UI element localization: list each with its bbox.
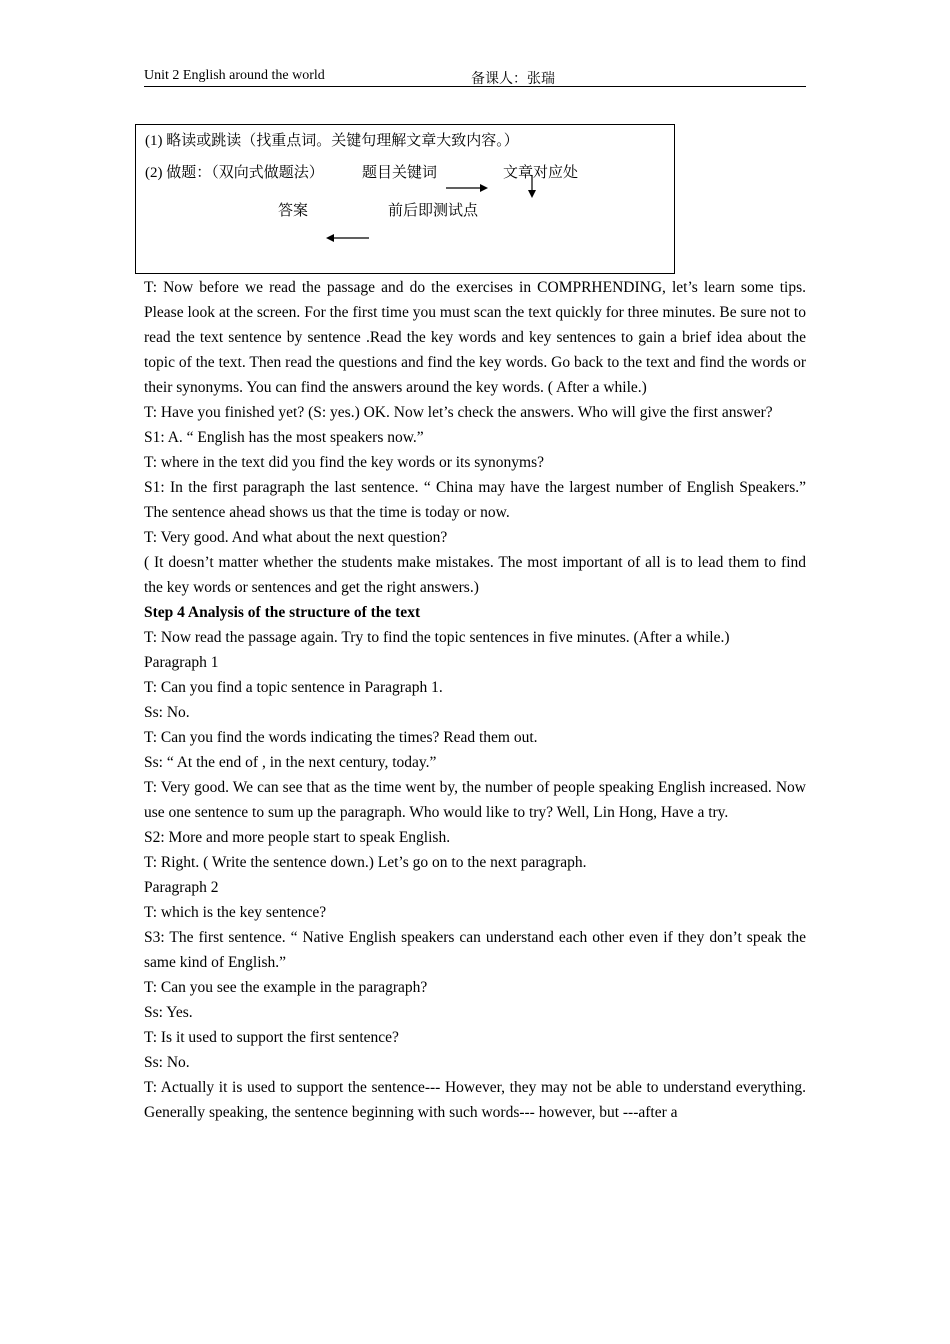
label-question-keywords: 题目关键词 [362,165,438,181]
paragraph: Ss: No. [144,1054,190,1071]
page-header [144,66,806,87]
flow-arrows [136,125,676,275]
paragraph: T: Right. ( Write the sentence down.) Let’s go on to the next paragraph. [144,854,587,871]
paragraph: T: Can you find the words indicating the times? Read them out. [144,729,538,746]
paragraph: T: which is the key sentence? [144,904,327,921]
paragraph: T: Is it used to support the first sentence? [144,1029,399,1046]
paragraph: T: where in the text did you find the key words or its synonyms? [144,454,545,471]
lesson-preparer: 备课人：张瑞 [471,72,555,87]
paragraph-label: Paragraph 2 [144,879,219,896]
tip-two-way-method: (2) 做题：（双向式做题法） [145,165,324,181]
paragraph: S1: A. “ English has the most speakers now.” [144,429,424,446]
paragraph: T: Actually it is used to support the sentence--- However, they may not be able to understand everything. Generally speaking, the sentence beginning with such words--- however, but ---after a [144,1079,806,1121]
paragraph: T: Now before we read the passage and do the exercises in COMPRHENDING, let’s learn some tips. Please look at the screen. For the first time you must scan the text quickly for three minutes. Be sure not to read the text sentence by sentence .Read the key words and key sentences to gain a brief idea about the topic of the text. Then read the questions and find the key words. Go back to the text and find the words or their synonyms. You can find the answers around the key words. ( After a while.) [144,279,806,396]
paragraph: T: Now read the passage again. Try to find the topic sentences in five minutes. (After a while.) [144,629,730,646]
paragraph: ( It doesn’t matter whether the students make mistakes. The most important of all is to lead them to find the key words or sentences and get the right answers.) [144,554,806,596]
label-test-point: 前后即测试点 [388,203,479,219]
paragraph: Ss: No. [144,704,190,721]
paragraph: Ss: “ At the end of , in the next century, today.” [144,754,437,771]
section-heading: Step 4 Analysis of the structure of the text [144,604,421,621]
paragraph-label: Paragraph 1 [144,654,219,671]
paragraph: T: Have you finished yet? (S: yes.) OK. Now let’s check the answers. Who will give the first answer? [144,404,773,421]
paragraph: Ss: Yes. [144,1004,193,1021]
label-text-location: 文章对应处 [503,165,579,181]
paragraph: T: Very good. We can see that as the time went by, the number of people speaking English increased. Now use one sentence to sum up the paragraph. Who would like to try? Well, Lin Hong, Have a try. [144,779,806,821]
reading-tips-box [135,124,675,274]
paragraph: S2: More and more people start to speak English. [144,829,451,846]
paragraph: T: Very good. And what about the next question? [144,529,448,546]
paragraph: T: Can you see the example in the paragraph? [144,979,428,996]
paragraph: S3: The first sentence. “ Native English speakers can understand each other even if they don’t speak the same kind of English.” [144,929,806,971]
unit-title: Unit 2 English around the world [144,68,325,83]
lesson-transcript [144,275,806,1125]
label-answer: 答案 [278,203,309,219]
paragraph: T: Can you find a topic sentence in Paragraph 1. [144,679,443,696]
paragraph: S1: In the first paragraph the last sentence. “ China may have the largest number of English Speakers.” The sentence ahead shows us that the time is today or now. [144,479,806,521]
tip-skim-scan: (1) 略读或跳读（找重点词。关键句理解文章大致内容。） [145,133,519,149]
